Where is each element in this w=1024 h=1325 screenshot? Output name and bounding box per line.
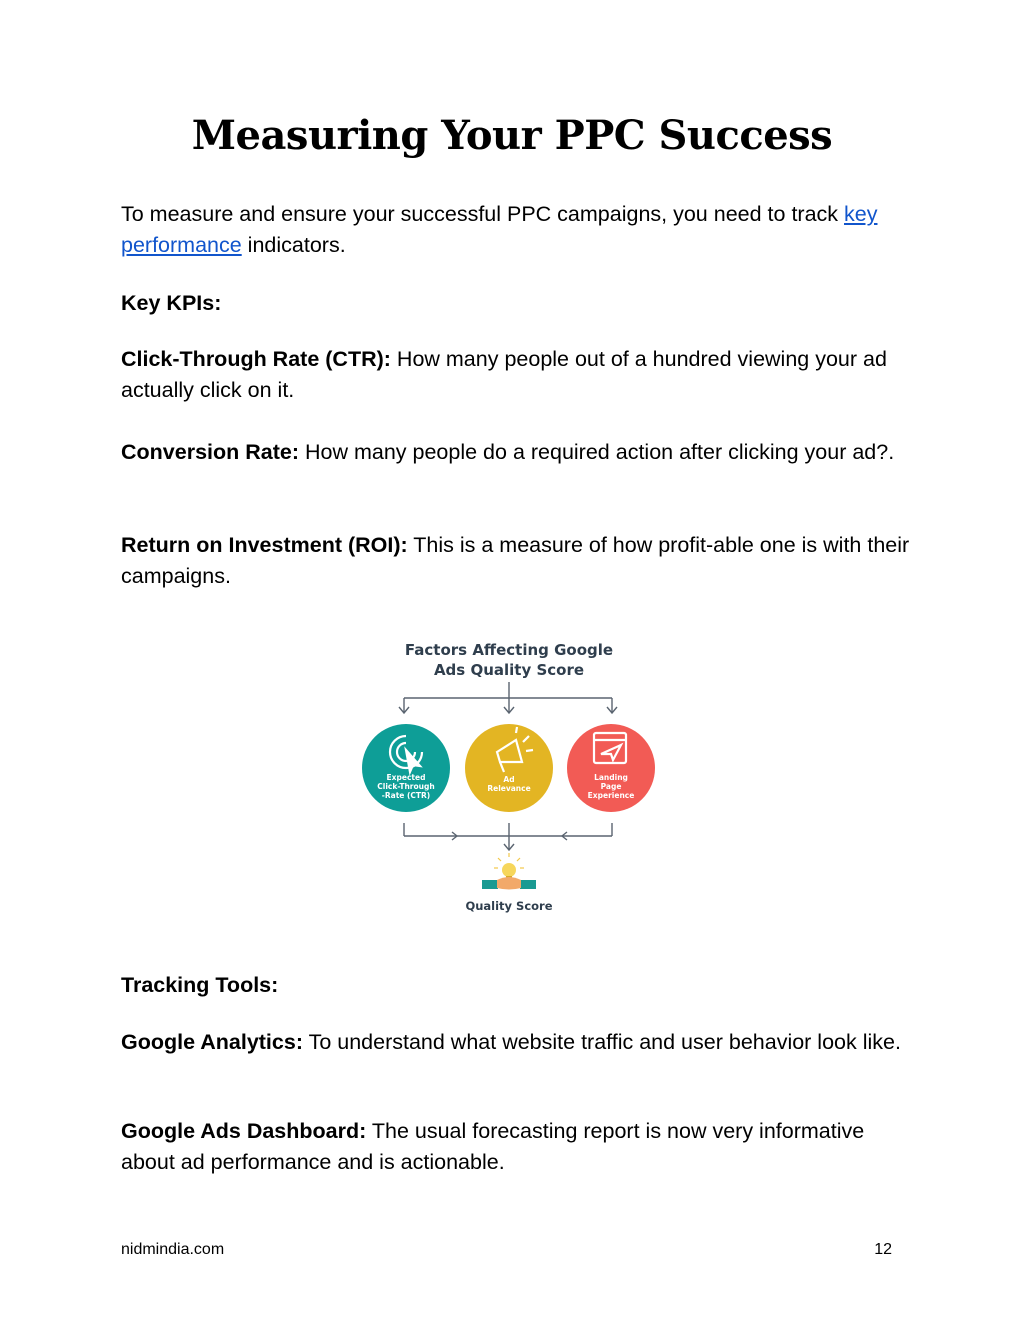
kpi-desc: This is a measure of how profit-able one is with their campaigns. — [121, 533, 910, 588]
diagram-title-line2: Ads Quality Score — [433, 661, 585, 679]
kpi-item-roi — [121, 530, 921, 592]
kpi-item-conversion — [121, 437, 921, 468]
kpi-item-ctr — [121, 344, 921, 406]
quality-score-label: Quality Score — [465, 899, 553, 913]
kpis-heading-text: Key KPIs: — [121, 291, 222, 315]
tool-desc: The usual forecasting report is now very informative about ad performance and is actionable. — [121, 1119, 865, 1174]
footer-page-number: 12 — [874, 1241, 892, 1258]
factor-label-line: Click-Through — [377, 782, 435, 791]
intro-paragraph — [121, 199, 921, 261]
factor-ad-relevance — [465, 724, 553, 812]
factor-circle-ad-relevance — [465, 724, 553, 812]
factor-label-line: Landing — [594, 773, 628, 782]
diagram-title-line1: Factors Affecting Google — [404, 641, 614, 659]
factor-label-line: Ad — [503, 775, 515, 784]
top-connectors — [399, 682, 617, 713]
kpi-term: Click-Through Rate (CTR): — [121, 347, 391, 371]
key-performance-link[interactable]: key performance — [121, 202, 878, 257]
bottom-connectors — [404, 823, 612, 850]
intro-text-after: indicators. — [241, 233, 346, 257]
kpi-term: Return on Investment (ROI): — [121, 533, 408, 557]
factor-label-line: Relevance — [487, 784, 531, 793]
kpi-desc: How many people do a required action after clicking your ad?. — [299, 440, 895, 464]
quality-score-diagram — [340, 630, 680, 930]
tools-heading-text: Tracking Tools: — [121, 973, 279, 997]
factor-label-line: Experience — [587, 791, 635, 800]
lightbulb-handshake-icon — [482, 853, 536, 890]
tool-item-ads-dashboard — [121, 1116, 921, 1178]
kpi-term: Conversion Rate: — [121, 440, 300, 464]
tools-heading — [121, 970, 921, 1001]
quality-score-svg — [340, 630, 680, 930]
intro-text-before: To measure and ensure your successful PPC campaigns, you need to track — [121, 202, 845, 226]
tool-item-analytics — [121, 1027, 921, 1058]
footer-site: nidmindia.com — [121, 1241, 225, 1258]
page-title: Measuring Your PPC Success — [191, 112, 833, 159]
tool-desc: To understand what website traffic and user behavior look like. — [302, 1030, 901, 1054]
tool-term: Google Ads Dashboard: — [121, 1119, 367, 1143]
kpis-heading — [121, 288, 921, 319]
factor-label-line: Expected — [386, 773, 426, 782]
factor-label-line: Page — [600, 782, 622, 791]
factor-ctr — [362, 724, 450, 812]
kpi-desc: How many people out of a hundred viewing your ad actually click on it. — [121, 347, 887, 402]
factor-label-line: -Rate (CTR) — [381, 791, 431, 800]
factor-landing-page — [567, 724, 655, 812]
tool-term: Google Analytics: — [121, 1030, 303, 1054]
